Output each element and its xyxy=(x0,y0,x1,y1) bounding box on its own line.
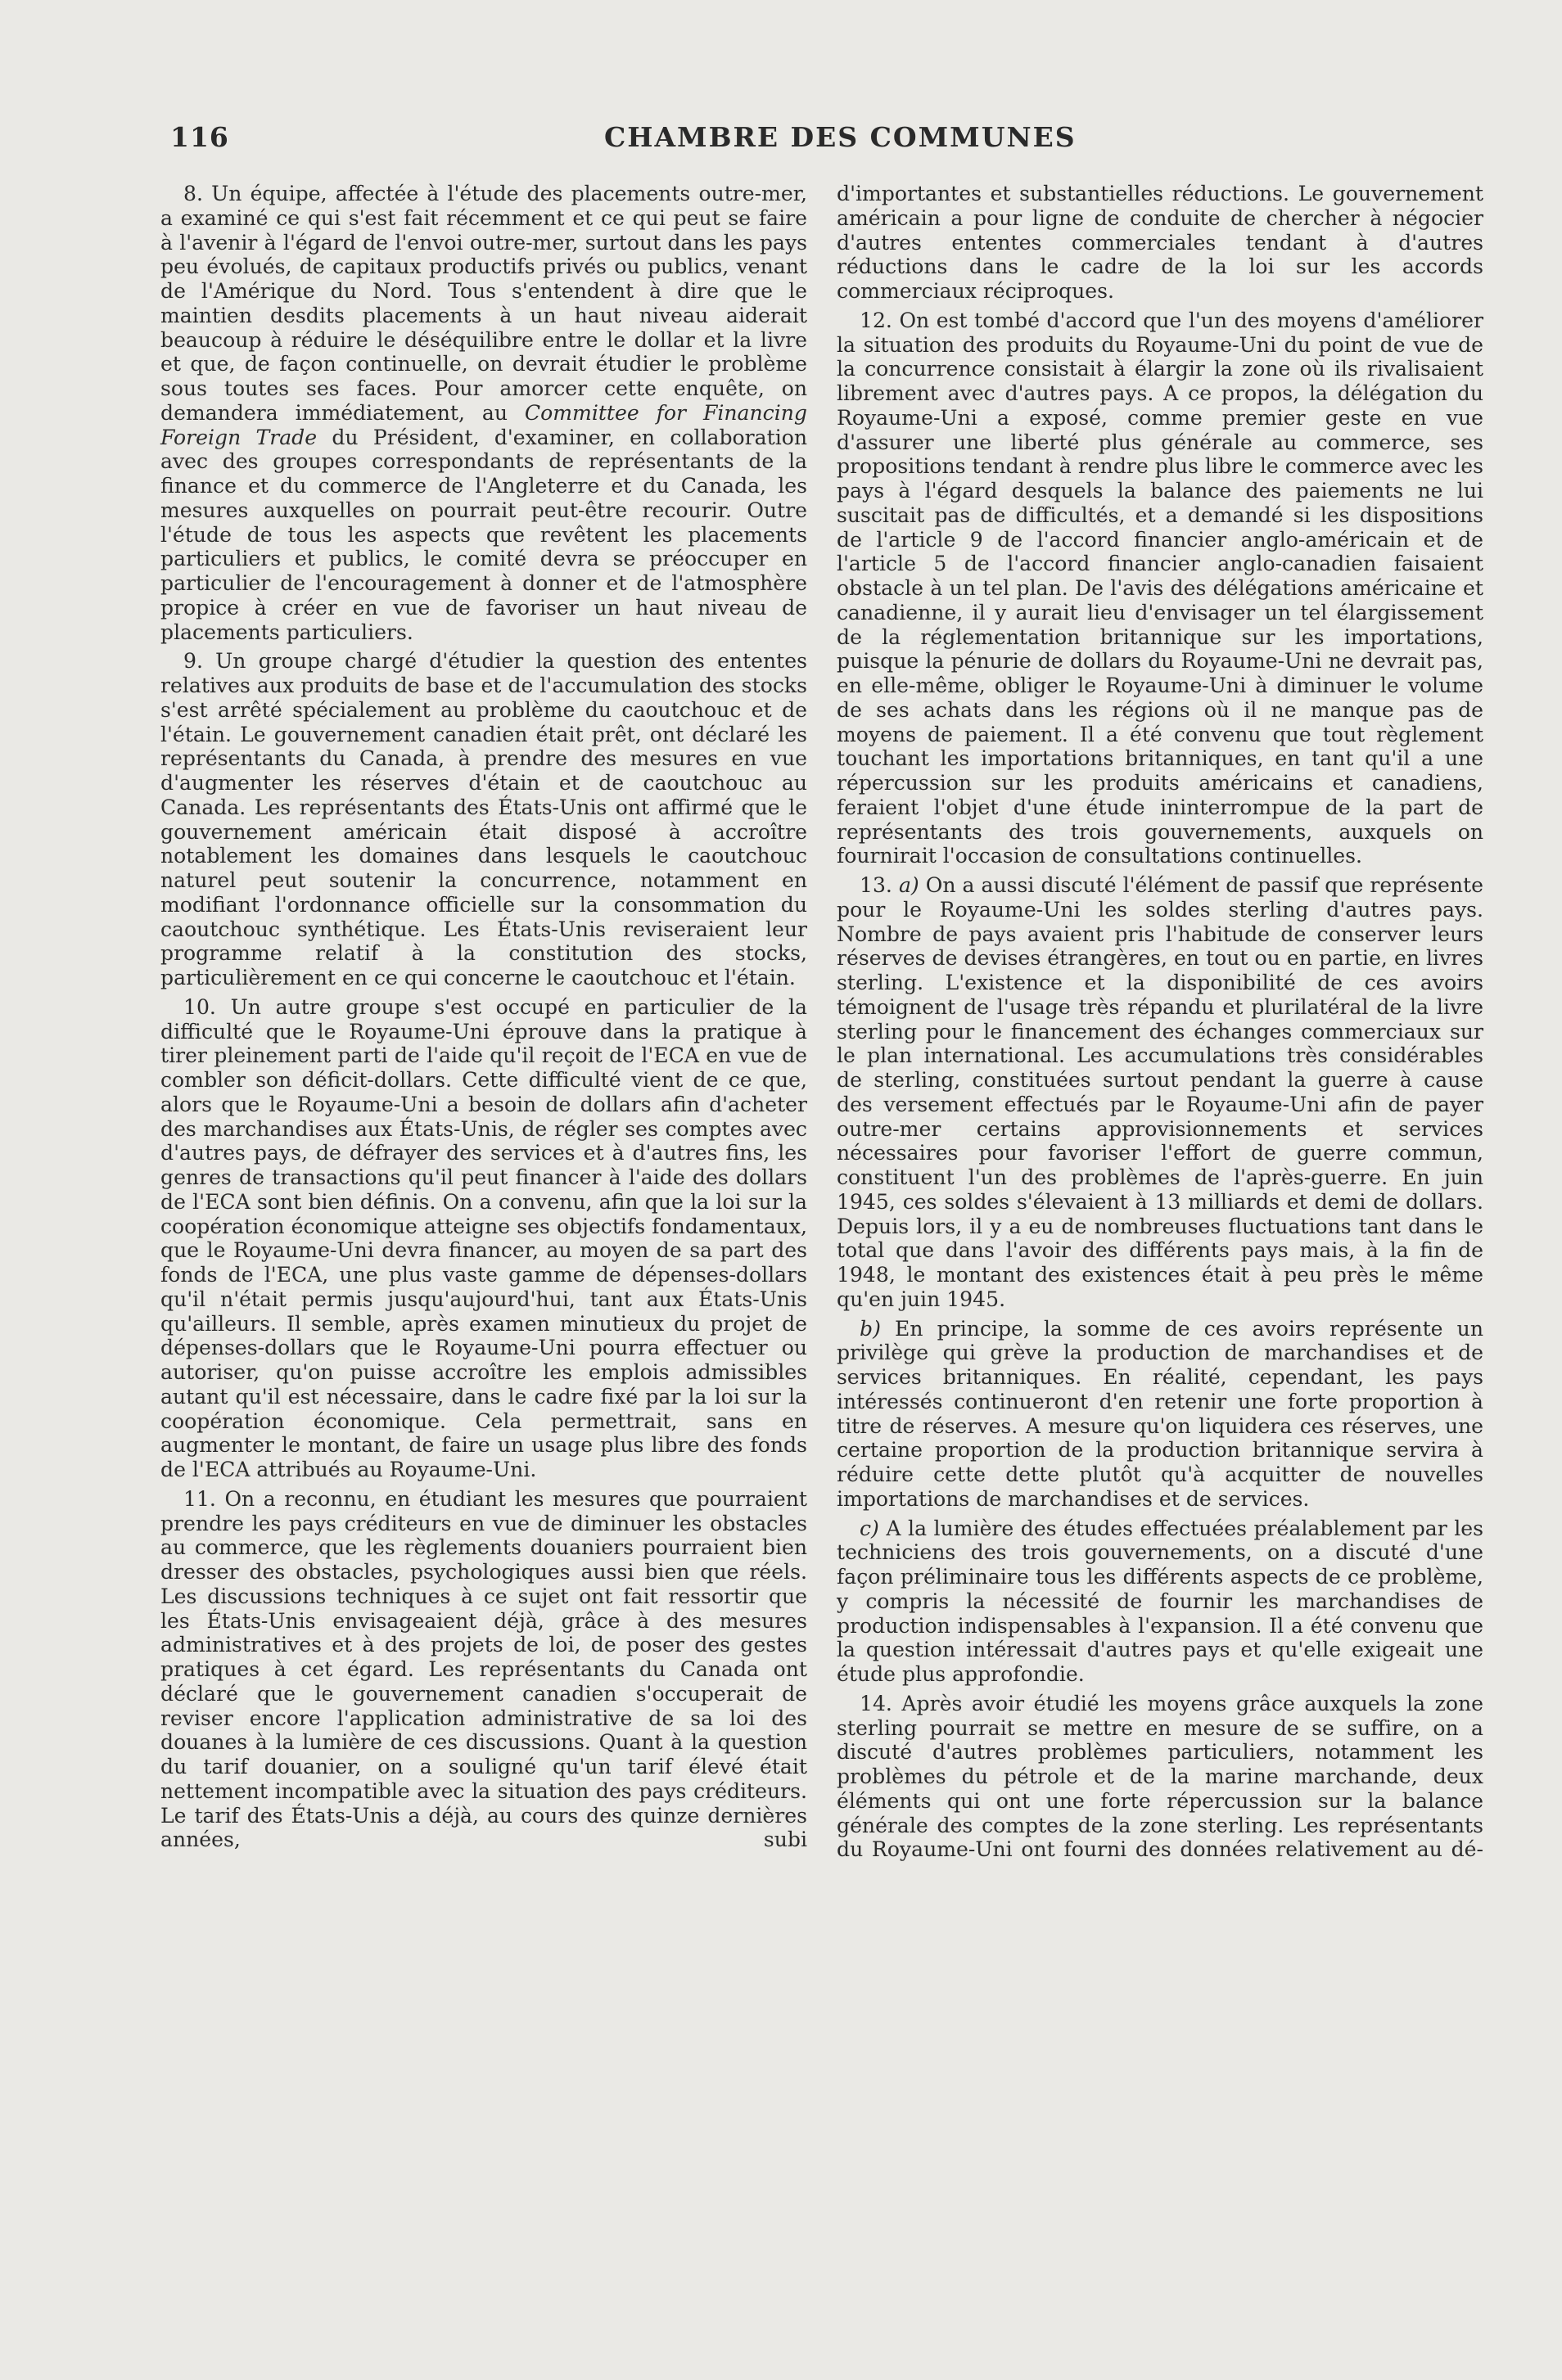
paragraph-13c-label: c) xyxy=(860,1516,879,1540)
paragraph-9: 9. Un groupe chargé d'étudier la question des ententes relatives aux produits de base et de l'accumulation des stocks s'est arrêté spécialement au problème du caoutchouc et de l'étain. Le gouvernement canadien était prêt, ont déclaré les représentants du Canada, à prendre des mesures en vue d'augmenter les réserves d'étain et de caoutchouc au Canada. Les représentants des États-Unis ont affirmé que le gouvernement américain était disposé à accroître notablement les domaines dans lesquels le caoutchouc naturel peut soutenir la concurrence, notamment en modifiant l'ordonnance officielle sur la consommation du caoutchouc synthétique. Les États-Unis reviseraient leur programme relatif à la constitution des stocks, particulièrement en ce qui concerne le caoutchouc et l'étain. xyxy=(160,649,807,989)
paragraph-13a-text: On a aussi discuté l'élément de passif que représente pour le Royaume-Uni les soldes sterling d'autres pays. Nombre de pays avaient pris l'habitude de conserver leurs réserves de devises étrangères, en tout ou en partie, en livres sterling. L'existence et la disponibilité de ces avoirs témoignent de l'usage très répandu et plurilatéral de la livre sterling pour le financement des échanges commerciaux sur le plan international. Les accumulations très considérables de sterling, constituées surtout pendant la guerre à cause des versement effectués par le Royaume-Uni afin de payer outre-mer certains approvisionnements et services nécessaires pour favoriser l'effort de guerre commun, constituent l'un des problèmes de l'après-guerre. En juin 1945, ces soldes s'élevaient à 13 milliards et demi de dollars. Depuis lors, il y a eu de nombreuses fluctuations tant dans le total que dans l'avoir des différents pays mais, à la fin de 1948, le montant des existences était à peu près le même qu'en juin 1945. xyxy=(837,873,1483,1311)
paragraph-8-committee-name: Committee for Financing Foreign Trade xyxy=(160,400,807,449)
running-head xyxy=(170,121,1511,154)
paragraph-13b xyxy=(837,1317,1483,1512)
paragraph-11-continued: d'importantes et substantielles réductions. Le gouvernement américain a pour ligne de conduite de chercher à négocier d'autres ententes commerciales tendant à d'autres réductions dans le cadre de la loi sur les accords commerciaux réciproques. xyxy=(837,182,1483,303)
right-column xyxy=(837,182,1483,1867)
page-number: 116 xyxy=(170,121,229,153)
paragraph-8 xyxy=(160,182,807,644)
paragraph-8-text-b: du Président, d'examiner, en collaboration avec des groupes correspondants de représentants de la finance et du commerce de l'Angleterre et du Canada, les mesures auxquelles on pourrait peut-être recourir. Outre l'étude de tous les aspects que revêtent les placements particuliers et publics, le comité devra se préoccuper en particulier de l'encouragement à donner et de l'atmosphère propice à créer en vue de favoriser un haut niveau de placements particuliers. xyxy=(160,425,808,644)
paragraph-13b-label: b) xyxy=(860,1316,881,1341)
paragraph-13c xyxy=(837,1517,1483,1687)
paragraph-14: 14. Après avoir étudié les moyens grâce auxquels la zone sterling pourrait se mettre en mesure de se suffire, on a discuté d'autres problèmes particuliers, notamment les problèmes du pétrole et de la marine marchande, deux éléments qui ont une forte répercussion sur la balance générale des comptes de la zone sterling. Les représentants du Royaume-Uni ont fourni des données relativement au dé- xyxy=(837,1691,1483,1862)
paragraph-13b-text: En principe, la somme de ces avoirs représente un privilège qui grève la production de marchandises et de services britanniques. En réalité, cependant, les pays intéressés continueront d'en retenir une forte proportion à titre de réserves. A mesure qu'on liquidera ces réserves, une certaine proportion de la production britannique servira à réduire cette dette plutôt qu'à acquitter de nouvelles importations de marchandises et de services. xyxy=(837,1316,1483,1511)
paragraph-13a: 13. a) On a aussi discuté l'élément de passif que représente pour le Royaume-Uni les soldes sterling d'autres pays. Nombre de pays avaient pris l'habitude de conserver leurs réserves de devises étrangères, en tout ou en partie, en livres sterling. L'existence et la disponibilité de ces avoirs témoignent de l'usage très répandu et plurilatéral de la livre sterling pour le financement des échanges commerciaux sur le plan international. Les accumulations très considérables de sterling, constituées surtout pendant la guerre à cause des versement effectués par le Royaume-Uni afin de payer outre-mer certains approvisionnements et services nécessaires pour favoriser l'effort de guerre commun, constituent l'un des problèmes de l'après-guerre. En juin 1945, ces soldes s'élevaient à 13 milliards et demi de dollars. Depuis lors, il y a eu de nombreuses fluctuations tant dans le total que dans l'avoir des différents pays mais, à la fin de 1948, le montant des existences était à peu près le même qu'en juin 1945. xyxy=(837,873,1483,1311)
paragraph-12: 12. On est tombé d'accord que l'un des moyens d'améliorer la situation des produits du Royaume-Uni du point de vue de la concurrence consistait à élargir la zone où ils rivalisaient librement avec d'autres pays. A ce propos, la délégation du Royaume-Uni a exposé, comme premier geste en vue d'assurer une liberté plus générale au commerce, ses propositions tendant à rendre plus libre le commerce avec les pays à l'égard desquels la balance des paiements ne lui suscitait pas de difficultés, et a demandé si les dispositions de l'article 9 de l'accord financier anglo-américain et de l'article 5 de l'accord financier anglo-canadien faisaient obstacle à un tel plan. De l'avis des délégations américaine et canadienne, il y aurait lieu d'envisager un tel élargissement de la réglementation britannique sur les importations, puisque la pénurie de dollars du Royaume-Uni ne devrait pas, en elle-même, obliger le Royaume-Uni à diminuer le volume de ses achats dans les régions où il ne manque pas de moyens de paiement. Il a été convenu que tout règlement touchant les importations britanniques, en tant qu'il a une répercussion sur les produits américains et canadiens, feraient l'objet d'une étude ininterrompue de la part de représentants des trois gouvernements, auxquels on fournirait l'occasion de consultations continuelles. xyxy=(837,308,1483,868)
page-title: CHAMBRE DES COMMUNES xyxy=(604,121,1077,153)
paragraph-13a-label: a) xyxy=(898,873,919,897)
paragraph-8-text-a: 8. Un équipe, affectée à l'étude des placements outre-mer, a examiné ce qui s'est fait récemment et ce qui peut se faire à l'avenir à l'égard de l'envoi outre-mer, surtout dans les pays peu évolués, de capitaux productifs privés ou publics, venant de l'Amérique du Nord. Tous s'entendent à dire que le maintien desdits placements à un haut niveau aiderait beaucoup à réduire le déséquilibre entre le dollar et la livre et que, de façon continuelle, on devrait étudier le problème sous toutes ses faces. Pour amorcer cette enquête, on demandera immédiatement, au xyxy=(160,182,807,425)
left-column xyxy=(160,182,807,1857)
paragraph-10: 10. Un autre groupe s'est occupé en particulier de la difficulté que le Royaume-Uni éprouve dans la pratique à tirer pleinement parti de l'aide qu'il reçoit de l'ECA en vue de combler son déficit-dollars. Cette difficulté vient de ce que, alors que le Royaume-Uni a besoin de dollars afin d'acheter des marchandises aux États-Unis, de régler ses comptes avec d'autres pays, de défrayer des services et à d'autres fins, les genres de transactions qu'il peut financer à l'aide des dollars de l'ECA sont bien définis. On a convenu, afin que la loi sur la coopération économique atteigne ses objectifs fondamentaux, que le Royaume-Uni devra financer, au moyen de sa part des fonds de l'ECA, une plus vaste gamme de dépenses-dollars qu'il n'était permis jusqu'aujourd'hui, tant aux États-Unis qu'ailleurs. Il semble, après examen minutieux du projet de dépenses-dollars que le Royaume-Uni pourra effectuer ou autoriser, qu'on puisse accroître les emplois admissibles autant qu'il est nécessaire, dans le cadre fixé par la loi sur la coopération économique. Cela permettrait, sans en augmenter le montant, de faire un usage plus libre des fonds de l'ECA attribués au Royaume-Uni. xyxy=(160,994,807,1481)
paragraph-13c-text: A la lumière des études effectuées préalablement par les techniciens des trois gouvernements, on a discuté d'une façon préliminaire tous les différents aspects de ce problème, y compris la nécessité de fournir les marchandises de production indispensables à l'expansion. Il a été convenu que la question intéressait d'autres pays et qu'elle exigeait une étude plus approfondie. xyxy=(837,1516,1483,1686)
paragraph-11: 11. On a reconnu, en étudiant les mesures que pourraient prendre les pays créditeurs en vue de diminuer les obstacles au commerce, que les règlements douaniers pourraient bien dresser des obstacles, psychologiques aussi bien que réels. Les discussions techniques à ce sujet ont fait ressortir que les États-Unis envisageaient déjà, grâce à des mesures administratives et à des projets de loi, de poser des gestes pratiques à cet égard. Les représentants du Canada ont déclaré que le gouvernement canadien s'occuperait de reviser encore l'application administrative de sa loi des douanes à la lumière de ces discussions. Quant à la question du tarif douanier, on a souligné qu'un tarif élevé était nettement incompatible avec la situation des pays créditeurs. Le tarif des États-Unis a déjà, au cours des quinze dernières années, subi xyxy=(160,1486,807,1852)
